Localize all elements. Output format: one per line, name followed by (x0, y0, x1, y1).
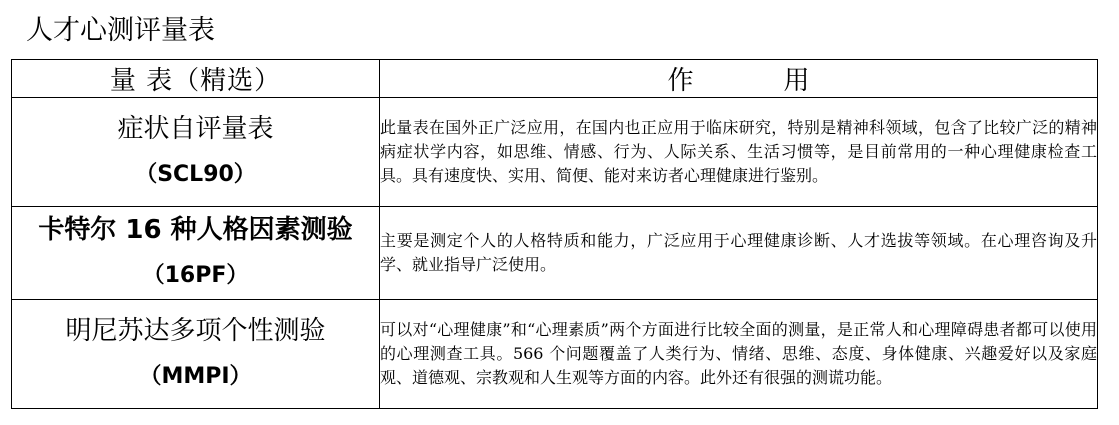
table-row (12, 300, 1098, 409)
scale-description: 主要是测定个人的人格特质和能力，广泛应用于心理健康诊断、人才选拔等领域。在心理咨询及升学、就业指导广泛使用。 (380, 207, 1098, 300)
scale-abbreviation: （SCL90） (135, 162, 256, 187)
scale-name: 卡特尔 16 种人格因素测验 (38, 215, 353, 245)
scale-name-cell (12, 98, 380, 207)
column-header-function-char-2: 用 (783, 66, 810, 96)
column-header-scale: 量 表（精选） (12, 60, 380, 98)
table-header-row (12, 60, 1098, 98)
page-title: 人才心测评量表 (26, 15, 215, 46)
scale-description: 可以对“心理健康”和“心理素质”两个方面进行比较全面的测量，是正常人和心理障碍患者都可以使用的心理测查工具。566 个问题覆盖了人类行为、情绪、思维、态度、身体健康、兴趣爱好以及家庭观、道德观、宗教观和人生观等方面的内容。此外还有很强的测谎功能。 (380, 300, 1098, 409)
scale-name: 症状自评量表 (117, 114, 274, 144)
scale-name-cell (12, 207, 380, 300)
table-row (12, 207, 1098, 300)
scale-table (11, 59, 1098, 409)
table-row (12, 98, 1098, 207)
scale-abbreviation: （16PF） (142, 263, 249, 288)
scale-abbreviation: （MMPI） (139, 364, 252, 389)
scale-name-cell (12, 300, 380, 409)
scale-name: 明尼苏达多项个性测验 (65, 316, 326, 346)
column-header-function (380, 60, 1098, 98)
column-header-function-char-1: 作 (667, 66, 694, 96)
scale-description: 此量表在国外正广泛应用，在国内也正应用于临床研究，特别是精神科领域，包含了比较广泛的精神病症状学内容，如思维、情感、行为、人际关系、生活习惯等，是目前常用的一种心理健康检查工具。具有速度快、实用、简便、能对来访者心理健康进行鉴别。 (380, 98, 1098, 207)
